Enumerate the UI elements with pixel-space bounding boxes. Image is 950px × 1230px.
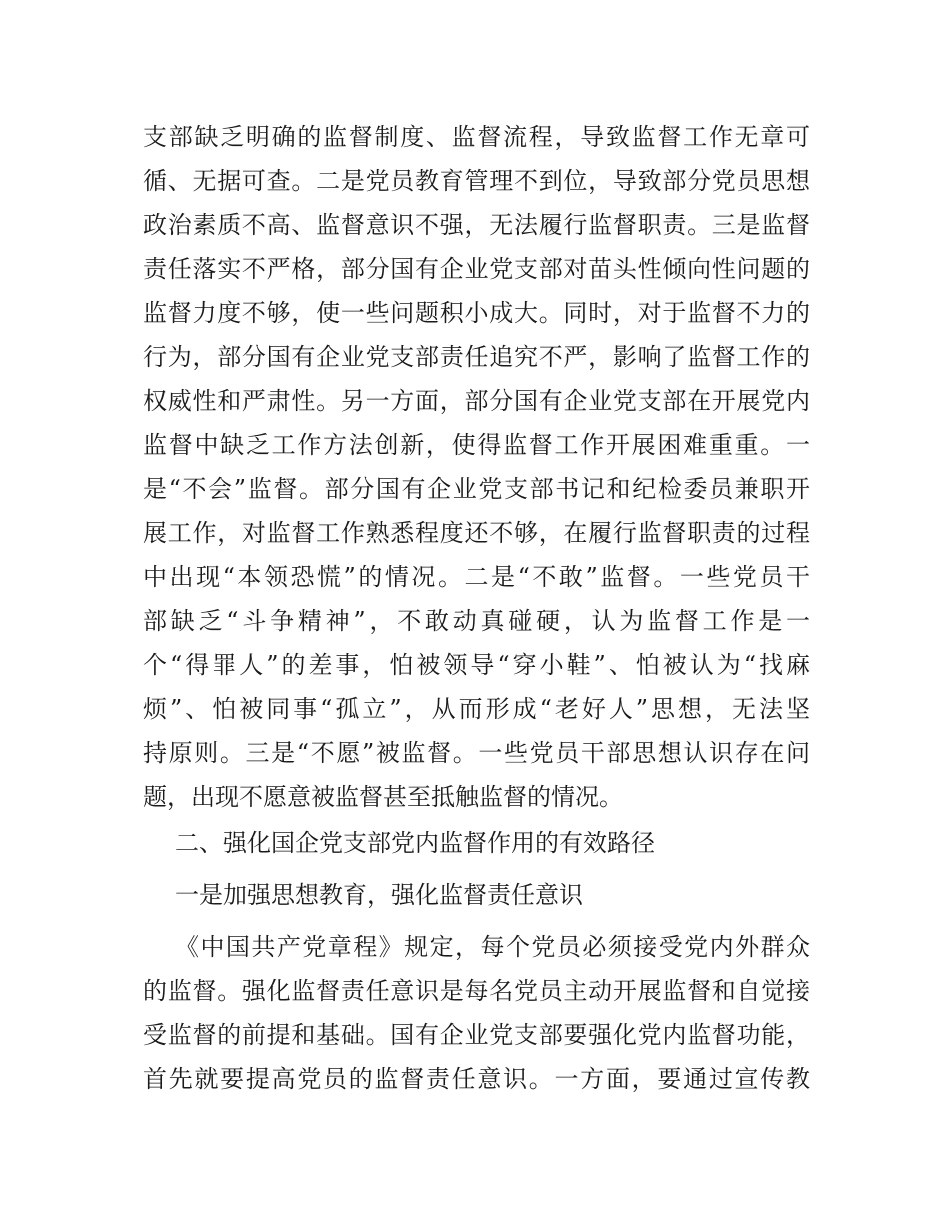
paragraph-1-line-14: 烦”、怕被同事“孤立”，从而形成“老好人”思想，无法坚 <box>143 695 810 723</box>
paragraph-1-line-4: 责任落实不严格，部分国有企业党支部对苗头性倾向性问题的 <box>143 255 810 283</box>
paragraph-1-line-9: 是“不会”监督。部分国有企业党支部书记和纪检委员兼职开 <box>143 475 810 503</box>
paragraph-2-line-2: 的监督。强化监督责任意识是每名党员主动开展监督和自觉接 <box>143 977 810 1005</box>
subsection-heading: 一是加强思想教育，强化监督责任意识 <box>175 881 583 909</box>
paragraph-1-line-6: 行为，部分国有企业党支部责任追究不严，影响了监督工作的 <box>143 343 810 371</box>
paragraph-1-line-3: 政治素质不高、监督意识不强，无法履行监督职责。三是监督 <box>143 211 810 239</box>
paragraph-2-line-1: 《中国共产党章程》规定，每个党员必须接受党内外群众 <box>175 933 810 961</box>
section-heading: 二、强化国企党支部党内监督作用的有效路径 <box>175 829 655 857</box>
paragraph-2-line-4: 首先就要提高党员的监督责任意识。一方面，要通过宣传教 <box>143 1065 810 1093</box>
paragraph-1-line-12: 部缺乏“斗争精神”，不敢动真碰硬，认为监督工作是一 <box>143 607 810 635</box>
paragraph-1-line-5: 监督力度不够，使一些问题积小成大。同时，对于监督不力的 <box>143 299 810 327</box>
paragraph-2-line-3: 受监督的前提和基础。国有企业党支部要强化党内监督功能， <box>143 1021 810 1049</box>
paragraph-1-line-2: 循、无据可查。二是党员教育管理不到位，导致部分党员思想 <box>143 167 810 195</box>
paragraph-1-line-1: 支部缺乏明确的监督制度、监督流程，导致监督工作无章可 <box>143 123 810 151</box>
paragraph-1-line-11: 中出现“本领恐慌”的情况。二是“不敢”监督。一些党员干 <box>143 563 810 591</box>
paragraph-1-line-16: 题，出现不愿意被监督甚至抵触监督的情况。 <box>143 783 623 811</box>
paragraph-1-line-10: 展工作，对监督工作熟悉程度还不够，在履行监督职责的过程 <box>143 519 810 547</box>
paragraph-1-line-13: 个“得罪人”的差事，怕被领导“穿小鞋”、怕被认为“找麻 <box>143 651 810 679</box>
paragraph-1-line-7: 权威性和严肃性。另一方面，部分国有企业党支部在开展党内 <box>143 387 810 415</box>
paragraph-1-line-8: 监督中缺乏工作方法创新，使得监督工作开展困难重重。一 <box>143 431 810 459</box>
paragraph-1-line-15: 持原则。三是“不愿”被监督。一些党员干部思想认识存在问 <box>143 739 810 767</box>
